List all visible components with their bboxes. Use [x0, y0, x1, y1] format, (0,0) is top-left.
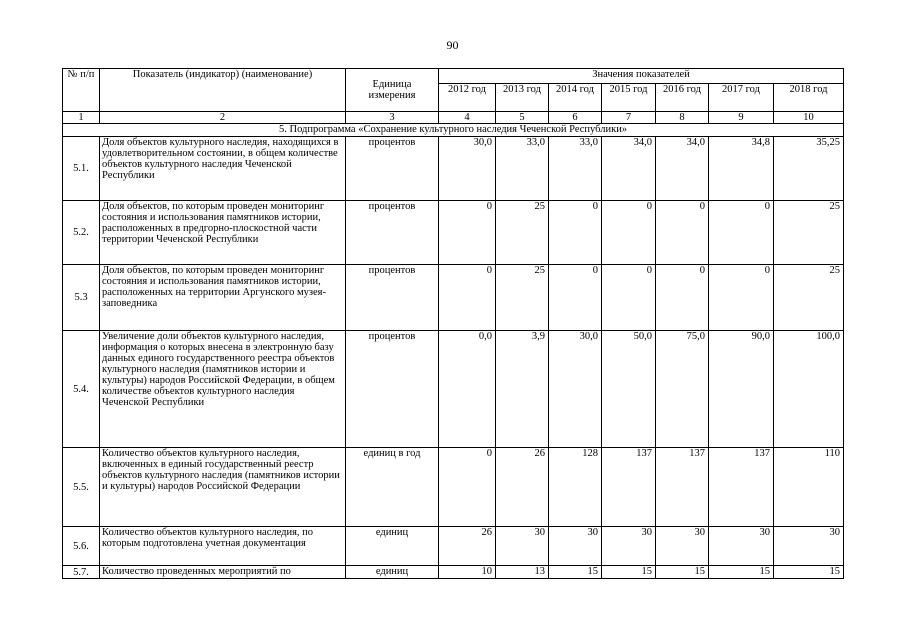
- column-number: 9: [709, 112, 774, 124]
- value-cell: 0: [439, 448, 496, 527]
- unit-cell: процентов: [346, 201, 439, 265]
- value-cell: 0: [439, 201, 496, 265]
- column-number: 7: [602, 112, 656, 124]
- value-cell: 25: [496, 265, 549, 331]
- value-cell: 34,0: [602, 137, 656, 201]
- value-cell: 90,0: [709, 331, 774, 448]
- header-year: 2012 год: [439, 84, 496, 112]
- value-cell: 26: [439, 527, 496, 566]
- value-cell: 30: [774, 527, 844, 566]
- value-cell: 137: [709, 448, 774, 527]
- value-cell: 15: [709, 566, 774, 579]
- row-number: 5.5.: [63, 448, 100, 527]
- indicator-name: Количество объектов культурного наследия, по которым подготовлена учетная документация: [100, 527, 346, 566]
- row-number: 5.6.: [63, 527, 100, 566]
- header-unit: Единица измерения: [346, 69, 439, 112]
- value-cell: 13: [496, 566, 549, 579]
- row-number: 5.2.: [63, 201, 100, 265]
- table-row: [63, 527, 844, 566]
- value-cell: 30: [496, 527, 549, 566]
- value-cell: 15: [602, 566, 656, 579]
- indicator-name: Доля объектов, по которым проведен мониторинг состояния и использования памятников истории, расположенных в предгорно-плоскостной части территории Чеченской Республики: [100, 201, 346, 265]
- value-cell: 0,0: [439, 331, 496, 448]
- header-year: 2017 год: [709, 84, 774, 112]
- indicators-table: [62, 68, 844, 579]
- unit-cell: единиц: [346, 566, 439, 579]
- column-number: 10: [774, 112, 844, 124]
- value-cell: 100,0: [774, 331, 844, 448]
- row-number: 5.4.: [63, 331, 100, 448]
- column-number: 6: [549, 112, 602, 124]
- value-cell: 30: [709, 527, 774, 566]
- header-year: 2013 год: [496, 84, 549, 112]
- header-year: 2014 год: [549, 84, 602, 112]
- column-number: 3: [346, 112, 439, 124]
- header-number: № п/п: [63, 69, 100, 112]
- value-cell: 30: [602, 527, 656, 566]
- table-row: [63, 331, 844, 448]
- value-cell: 34,8: [709, 137, 774, 201]
- header-indicator: Показатель (индикатор) (наименование): [100, 69, 346, 112]
- unit-cell: единиц: [346, 527, 439, 566]
- value-cell: 128: [549, 448, 602, 527]
- table-row: [63, 137, 844, 201]
- row-number: 5.7.: [63, 566, 100, 579]
- column-number: 1: [63, 112, 100, 124]
- header-year: 2016 год: [656, 84, 709, 112]
- section-title: 5. Подпрограмма «Сохранение культурного наследия Чеченской Республики»: [63, 124, 844, 137]
- indicator-name: Увеличение доли объектов культурного наследия, информация о которых внесена в электронную базу данных единого государственного реестра объектов культурного наследия (памятников истории и культуры) народов Российской Федерации, в общем количестве объектов культурного наследия Чеченской Республики: [100, 331, 346, 448]
- value-cell: 30,0: [549, 331, 602, 448]
- indicator-name: Количество проведенных мероприятий по: [100, 566, 346, 579]
- indicator-name: Доля объектов, по которым проведен мониторинг состояния и использования памятников истории, расположенных на территории Аргунского музея-заповедника: [100, 265, 346, 331]
- value-cell: 26: [496, 448, 549, 527]
- column-number: 5: [496, 112, 549, 124]
- header-values: Значения показателей: [439, 69, 844, 84]
- table-row: [63, 448, 844, 527]
- column-number: 8: [656, 112, 709, 124]
- value-cell: 10: [439, 566, 496, 579]
- unit-cell: процентов: [346, 137, 439, 201]
- value-cell: 137: [602, 448, 656, 527]
- unit-cell: процентов: [346, 265, 439, 331]
- table-row: [63, 566, 844, 579]
- value-cell: 33,0: [549, 137, 602, 201]
- page-number: 90: [446, 38, 459, 52]
- value-cell: 50,0: [602, 331, 656, 448]
- value-cell: 0: [656, 201, 709, 265]
- indicator-name: Количество объектов культурного наследия, включенных в единый государственный реестр объектов культурного наследия (памятников истории и культуры) народов Российской Федерации: [100, 448, 346, 527]
- value-cell: 25: [496, 201, 549, 265]
- value-cell: 35,25: [774, 137, 844, 201]
- value-cell: 3,9: [496, 331, 549, 448]
- value-cell: 30: [656, 527, 709, 566]
- value-cell: 25: [774, 265, 844, 331]
- value-cell: 15: [656, 566, 709, 579]
- value-cell: 30: [549, 527, 602, 566]
- value-cell: 30,0: [439, 137, 496, 201]
- column-number: 2: [100, 112, 346, 124]
- column-number: 4: [439, 112, 496, 124]
- indicator-name: Доля объектов культурного наследия, находящихся в удовлетворительном состоянии, в общем количестве объектов культурного наследия Чеченской Республики: [100, 137, 346, 201]
- row-number: 5.1.: [63, 137, 100, 201]
- value-cell: 0: [602, 201, 656, 265]
- unit-cell: единиц в год: [346, 448, 439, 527]
- value-cell: 0: [709, 265, 774, 331]
- value-cell: 0: [439, 265, 496, 331]
- value-cell: 34,0: [656, 137, 709, 201]
- value-cell: 110: [774, 448, 844, 527]
- value-cell: 33,0: [496, 137, 549, 201]
- value-cell: 0: [709, 201, 774, 265]
- value-cell: 15: [549, 566, 602, 579]
- value-cell: 0: [602, 265, 656, 331]
- table-row: [63, 201, 844, 265]
- value-cell: 137: [656, 448, 709, 527]
- value-cell: 15: [774, 566, 844, 579]
- header-year: 2018 год: [774, 84, 844, 112]
- value-cell: 75,0: [656, 331, 709, 448]
- value-cell: 0: [549, 265, 602, 331]
- table-row: [63, 265, 844, 331]
- row-number: 5.3: [63, 265, 100, 331]
- header-year: 2015 год: [602, 84, 656, 112]
- unit-cell: процентов: [346, 331, 439, 448]
- value-cell: 25: [774, 201, 844, 265]
- value-cell: 0: [549, 201, 602, 265]
- value-cell: 0: [656, 265, 709, 331]
